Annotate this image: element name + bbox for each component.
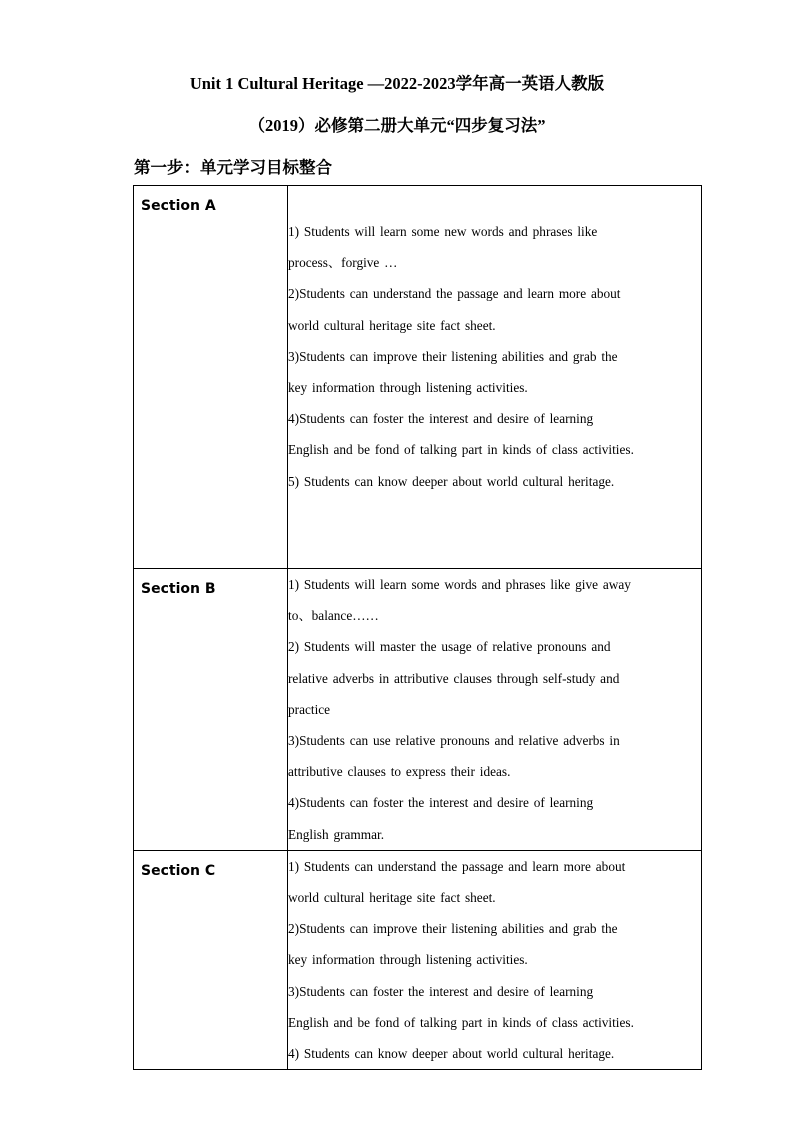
objective-line: English and be fond of talking part in kinds of class activities. xyxy=(288,1014,634,1030)
objective-line: relative adverbs in attributive clauses through self-study and xyxy=(288,670,620,686)
objective-line: 1) Students can understand the passage and learn more about xyxy=(288,858,626,874)
section-c-label-cell xyxy=(134,850,288,1069)
objective-line: 1) Students will learn some new words and phrases like xyxy=(288,224,598,239)
section-a-label: Section A xyxy=(141,198,216,214)
table-row-section-a xyxy=(134,186,702,569)
objectives-table xyxy=(133,185,702,1070)
objective-line: 3)Students can use relative pronouns and relative adverbs in xyxy=(288,733,620,749)
objective-line: 4)Students can foster the interest and desire of learning xyxy=(288,795,594,811)
section-c-content-cell xyxy=(288,850,702,1069)
objective-line: English grammar. xyxy=(288,826,385,842)
objective-line: attributive clauses to express their ideas. xyxy=(288,764,511,780)
section-a-content-cell xyxy=(288,186,702,569)
objective-line: 4) Students can know deeper about world cultural heritage. xyxy=(288,1046,615,1062)
objective-line: key information through listening activities. xyxy=(288,952,528,968)
section-b-content-cell xyxy=(288,569,702,851)
objective-line: English and be fond of talking part in kinds of class activities. xyxy=(288,442,634,458)
section-a-label-cell xyxy=(134,186,288,569)
objective-line: 3)Students can foster the interest and desire of learning xyxy=(288,983,594,999)
objective-line: 1) Students will learn some words and phrases like give away xyxy=(288,577,631,592)
section-b-label: Section B xyxy=(141,581,216,597)
objective-line: key information through listening activities. xyxy=(288,380,528,396)
objective-line: world cultural heritage site fact sheet. xyxy=(288,317,496,333)
objective-line: world cultural heritage site fact sheet. xyxy=(288,890,496,906)
section-b-label-cell xyxy=(134,569,288,851)
table-row-section-b xyxy=(134,569,702,851)
objective-line: 2) Students will master the usage of relative pronouns and xyxy=(288,639,611,655)
objective-line: process、forgive … xyxy=(288,255,398,271)
step-heading: 第一步：单元学习目标整合 xyxy=(134,158,332,177)
objective-line: 2)Students can improve their listening abilities and grab the xyxy=(288,921,618,937)
objective-line: 2)Students can understand the passage and learn more about xyxy=(288,286,621,302)
objective-line: 4)Students can foster the interest and desire of learning xyxy=(288,411,594,427)
document-title-line-1: Unit 1 Cultural Heritage —2022-2023学年高一英语人教版 xyxy=(189,74,605,93)
objective-line: 3)Students can improve their listening abilities and grab the xyxy=(288,348,618,364)
objective-line: to、balance…… xyxy=(288,608,379,624)
objective-line: practice xyxy=(288,701,331,717)
section-c-label: Section C xyxy=(141,862,216,879)
document-title-line-2: （2019）必修第二册大单元“四步复习法” xyxy=(248,116,546,135)
table-row-section-c xyxy=(134,850,702,1069)
objective-line: 5) Students can know deeper about world cultural heritage. xyxy=(288,473,615,489)
